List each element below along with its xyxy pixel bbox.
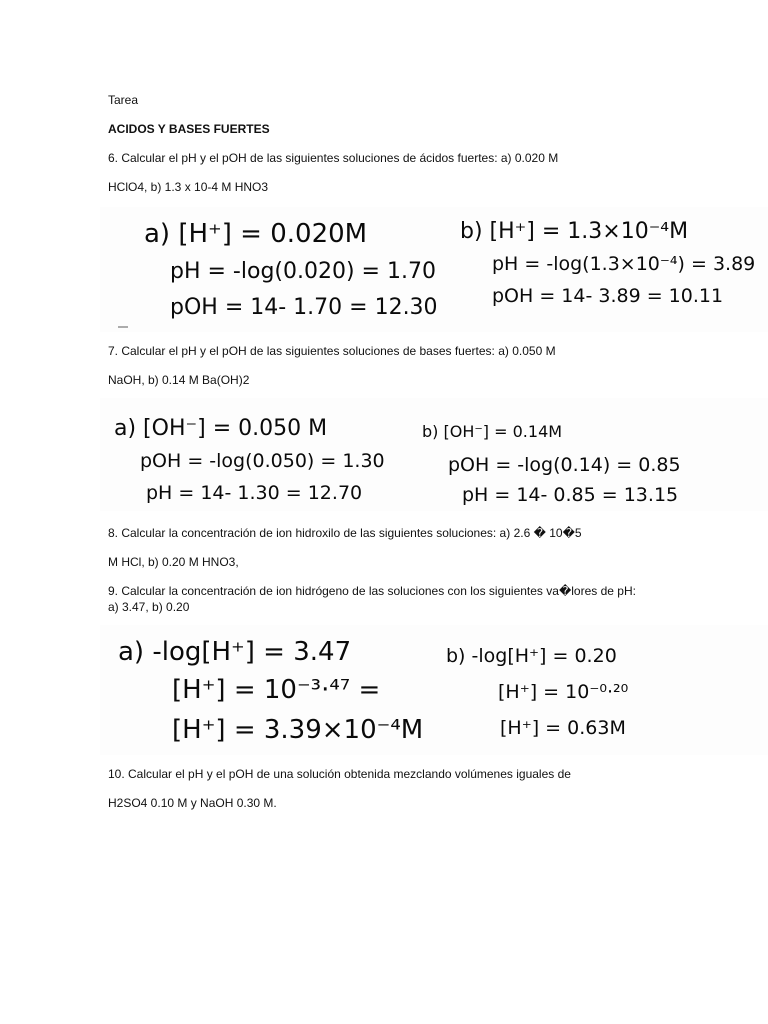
- handwritten-answer-9: [100, 625, 768, 755]
- answer-6b-poh: pOH = 14- 3.89 = 10.11: [492, 285, 724, 307]
- answer-6a-ph: pH = -log(0.020) = 1.70: [170, 259, 436, 284]
- answer-6a-concentration: a) [H⁺] = 0.020M: [144, 219, 368, 249]
- doc-title: Tarea: [108, 93, 139, 107]
- question-8-line-1: 8. Calcular la concentración de ion hidroxilo de las siguientes soluciones: a) 2.6 � 10�5: [108, 526, 582, 540]
- answer-9b-equation: b) -log[H⁺] = 0.20: [446, 645, 617, 667]
- answer-6b-ph: pH = -log(1.3×10⁻⁴) = 3.89: [492, 253, 756, 275]
- question-10-line-2: H2SO4 0.10 M y NaOH 0.30 M.: [108, 796, 277, 810]
- answer-7a-ph: pH = 14- 1.30 = 12.70: [146, 482, 363, 504]
- question-10-line-1: 10. Calcular el pH y el pOH de una solución obtenida mezclando volúmenes iguales de: [108, 767, 571, 781]
- question-9-line-1: 9. Calcular la concentración de ion hidrógeno de las soluciones con los siguientes va�lores de pH:: [108, 584, 636, 598]
- scan-mark: [118, 326, 128, 328]
- answer-9b-result: [H⁺] = 0.63M: [500, 717, 626, 739]
- answer-6b-concentration: b) [H⁺] = 1.3×10⁻⁴M: [460, 219, 689, 244]
- answer-7b-poh: pOH = -log(0.14) = 0.85: [448, 454, 681, 476]
- question-7-line-2: NaOH, b) 0.14 M Ba(OH)2: [108, 373, 250, 387]
- answer-6a-poh: pOH = 14- 1.70 = 12.30: [170, 295, 438, 320]
- answer-7b-ph: pH = 14- 0.85 = 13.15: [462, 484, 679, 506]
- section-heading: ACIDOS Y BASES FUERTES: [108, 122, 270, 136]
- question-7-line-1: 7. Calcular el pH y el pOH de las siguientes soluciones de bases fuertes: a) 0.050 M: [108, 344, 556, 358]
- question-6-line-1: 6. Calcular el pH y el pOH de las siguientes soluciones de ácidos fuertes: a) 0.020 M: [108, 151, 559, 165]
- answer-9a-result: [H⁺] = 3.39×10⁻⁴M: [172, 715, 424, 745]
- answer-7a-concentration: a) [OH⁻] = 0.050 M: [114, 416, 328, 441]
- answer-9a-equation: a) -log[H⁺] = 3.47: [118, 637, 352, 667]
- question-8-line-2: M HCl, b) 0.20 M HNO3,: [108, 555, 239, 569]
- answer-7b-concentration: b) [OH⁻] = 0.14M: [422, 422, 563, 441]
- answer-9a-exponent: [H⁺] = 10⁻³·⁴⁷ =: [172, 675, 381, 705]
- handwritten-answer-7: [100, 398, 768, 511]
- answer-7a-poh: pOH = -log(0.050) = 1.30: [140, 450, 385, 472]
- answer-9b-exponent: [H⁺] = 10⁻⁰·²⁰: [498, 681, 629, 703]
- question-6-line-2: HClO4, b) 1.3 x 10-4 M HNO3: [108, 180, 269, 194]
- question-9-line-2: a) 3.47, b) 0.20: [108, 600, 190, 614]
- handwritten-answer-6: [100, 207, 768, 332]
